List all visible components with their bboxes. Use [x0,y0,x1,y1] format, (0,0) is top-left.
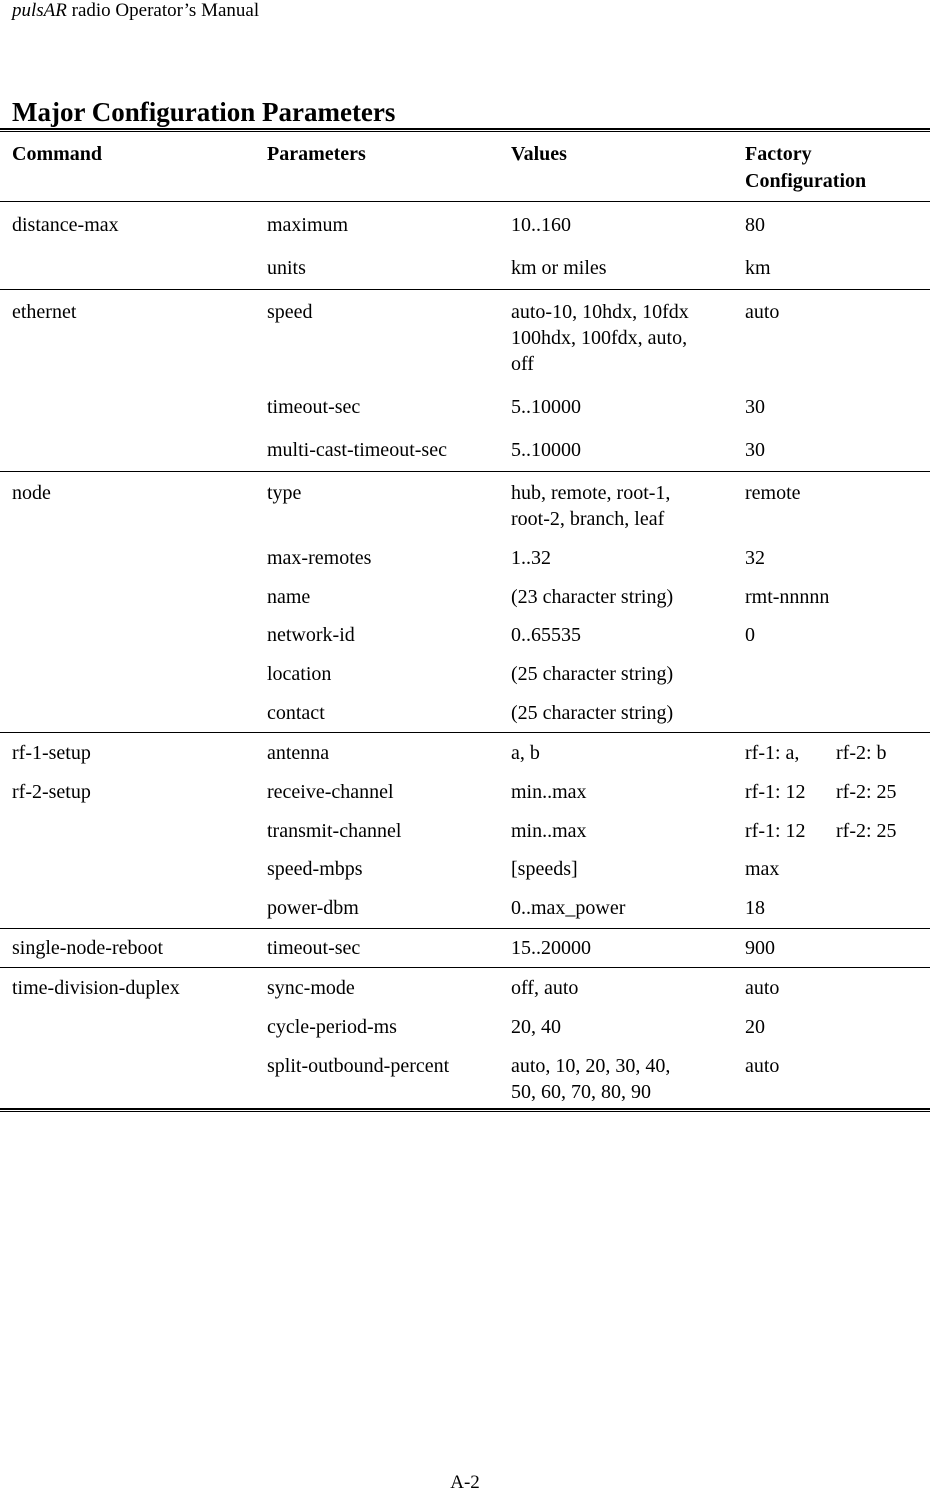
factory-cell-rf1: rf-1: 12 [745,820,806,842]
section-title: Major Configuration Parameters [12,97,396,127]
group-rule [0,967,930,968]
factory-cell: auto [745,1055,780,1077]
param-cell: network-id [267,624,355,646]
value-cell-line: auto, 10, 20, 30, 40, [511,1055,671,1077]
factory-cell: remote [745,482,801,504]
value-cell: min..max [511,820,587,842]
param-cell: transmit-channel [267,820,402,842]
value-cell: min..max [511,781,587,803]
value-cell: 1..32 [511,547,551,569]
header-rule [0,201,930,202]
param-cell: units [267,257,306,279]
param-cell: cycle-period-ms [267,1016,397,1038]
param-cell: name [267,586,311,608]
param-cell: timeout-sec [267,396,361,418]
factory-cell: auto [745,301,780,323]
value-cell: 5..10000 [511,439,581,461]
group-rule [0,732,930,733]
value-cell-line: 50, 60, 70, 80, 90 [511,1081,651,1103]
param-cell: antenna [267,742,330,764]
command-node: node [12,482,51,504]
param-cell: sync-mode [267,977,355,999]
factory-cell-rf2: rf-2: 25 [836,781,897,803]
col-header-command: Command [12,143,103,165]
command-rf-2-setup: rf-2-setup [12,781,91,803]
factory-cell: 0 [745,624,755,646]
col-header-factory: Factory Configuration [745,143,867,192]
param-cell: multi-cast-timeout-sec [267,439,447,461]
header-text: radio Operator’s Manual [66,0,260,21]
factory-cell: 20 [745,1016,765,1038]
group-rule [0,289,930,290]
factory-cell: 80 [745,214,765,236]
param-cell: power-dbm [267,897,359,919]
factory-cell: 900 [745,937,775,959]
value-cell-line: hub, remote, root-1, [511,482,671,504]
brand-name: pulsAR [12,0,67,21]
value-cell: 20, 40 [511,1016,561,1038]
command-distance-max: distance-max [12,214,119,236]
table-top-rule [0,128,930,132]
param-cell: type [267,482,302,504]
factory-cell: rmt-nnnnn [745,586,830,608]
value-cell: (25 character string) [511,702,674,724]
factory-cell: auto [745,977,780,999]
table-bottom-rule [0,1108,930,1112]
param-cell: location [267,663,332,685]
param-cell: speed-mbps [267,858,363,880]
command-rf-1-setup: rf-1-setup [12,742,91,764]
value-cell: 10..160 [511,214,571,236]
factory-cell: max [745,858,780,880]
running-header [12,0,259,22]
value-cell: off, auto [511,977,579,999]
factory-cell-rf1: rf-1: a, [745,742,800,764]
value-cell: 0..65535 [511,624,581,646]
factory-cell-rf2: rf-2: 25 [836,820,897,842]
factory-cell: 18 [745,897,765,919]
group-rule [0,471,930,472]
value-cell: a, b [511,742,540,764]
value-cell: (25 character string) [511,663,674,685]
factory-cell: 30 [745,396,765,418]
param-cell: split-outbound-percent [267,1055,450,1077]
value-cell: 5..10000 [511,396,581,418]
value-cell-line: off [511,353,534,375]
command-single-node-reboot: single-node-reboot [12,937,164,959]
param-cell: contact [267,702,325,724]
value-cell: km or miles [511,257,607,279]
command-time-division-duplex: time-division-duplex [12,977,180,999]
param-cell: max-remotes [267,547,372,569]
col-header-parameters: Parameters [267,143,366,165]
param-cell: receive-channel [267,781,394,803]
command-ethernet: ethernet [12,301,77,323]
factory-cell: km [745,257,771,279]
value-cell: 15..20000 [511,937,591,959]
value-cell-line: auto-10, 10hdx, 10fdx [511,301,689,323]
value-cell: [speeds] [511,858,578,880]
param-cell: maximum [267,214,349,236]
factory-cell: 30 [745,439,765,461]
col-header-values: Values [511,143,567,165]
param-cell: speed [267,301,313,323]
value-cell-line: root-2, branch, leaf [511,508,665,530]
value-cell-line: 100hdx, 100fdx, auto, [511,327,688,349]
group-rule [0,928,930,929]
page-number: A-2 [450,1472,480,1493]
value-cell: (23 character string) [511,586,674,608]
factory-cell-rf1: rf-1: 12 [745,781,806,803]
param-cell: timeout-sec [267,937,361,959]
value-cell: 0..max_power [511,897,626,919]
factory-cell-rf2: rf-2: b [836,742,887,764]
factory-cell: 32 [745,547,765,569]
